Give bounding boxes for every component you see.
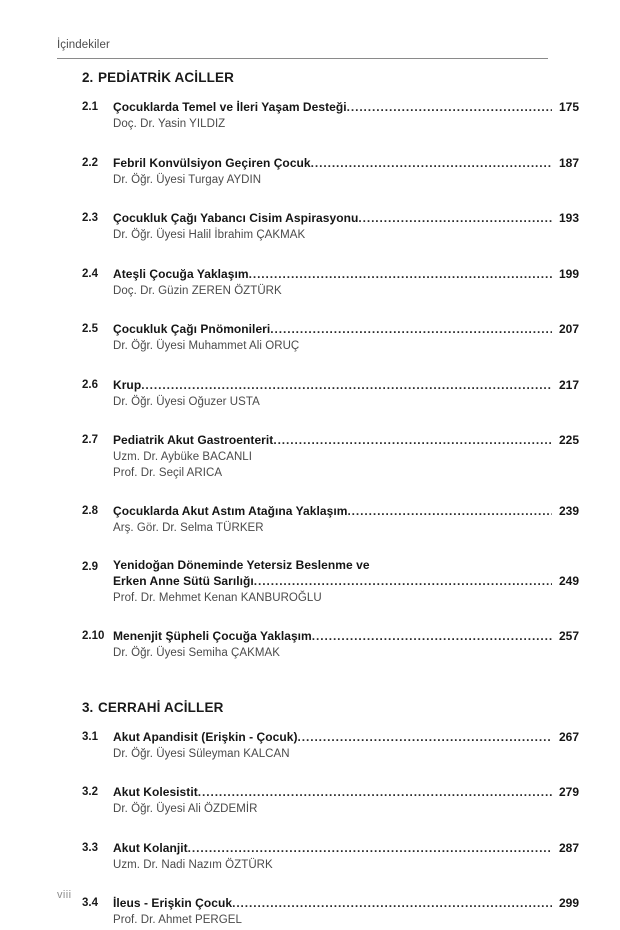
toc-entry-number: 2.1 — [82, 101, 98, 113]
toc-entry-page-number: 187 — [558, 155, 579, 170]
toc-part-heading[interactable] — [0, 700, 620, 715]
toc-entry-page-number: 257 — [558, 629, 579, 643]
toc-entry-title: Febril Konvülsiyon Geçiren Çocuk — [113, 155, 311, 170]
toc-entry-authors — [113, 858, 620, 874]
toc-entry-title-row — [113, 209, 579, 227]
toc-entry-body — [113, 502, 620, 537]
dot-leader — [270, 320, 552, 338]
toc-part-heading[interactable] — [0, 70, 620, 85]
toc-entry-authors — [113, 284, 620, 300]
toc-entry-author: Dr. Öğr. Üyesi Muhammet Ali ORUÇ — [113, 340, 300, 352]
dot-leader — [141, 376, 552, 394]
dot-leader — [188, 839, 552, 857]
toc-entry-authors — [113, 521, 620, 537]
toc-entry-author: Dr. Öğr. Üyesi Süleyman KALCAN — [113, 747, 290, 760]
toc-entry-body — [113, 265, 620, 300]
toc-entry-title: İleus - Erişkin Çocuk — [113, 896, 233, 910]
toc-entry-number: 2.5 — [82, 323, 98, 335]
toc-entry-authors — [113, 450, 620, 481]
toc-entry-number: 2.3 — [82, 212, 98, 224]
dot-leader — [249, 265, 552, 283]
toc-entry-page-number: 193 — [558, 211, 579, 225]
dot-leader — [347, 98, 552, 116]
toc-entry-body — [113, 154, 620, 189]
toc-entry-author: Uzm. Dr. Aybüke BACANLI — [113, 451, 252, 463]
toc-entry-author: Doç. Dr. Güzin ZEREN ÖZTÜRK — [113, 284, 282, 297]
toc-entry-number: 2.6 — [82, 378, 98, 391]
toc-part-number: 2. — [82, 70, 94, 85]
toc-entry-body — [113, 783, 620, 818]
toc-entry-title: Çocukluk Çağı Pnömonileri — [113, 322, 271, 336]
toc-entry-title-row — [113, 265, 579, 283]
toc-entry[interactable] — [0, 98, 620, 133]
toc-entry[interactable] — [0, 558, 620, 607]
toc-entry-number: 2.8 — [82, 505, 98, 517]
toc-entry-body — [113, 209, 620, 244]
toc-entry-number: 3.4 — [82, 897, 98, 909]
toc-part-title: CERRAHİ ACİLLER — [98, 699, 224, 715]
toc-entry-number: 3.2 — [82, 786, 98, 798]
toc-entry-page-number: 175 — [558, 100, 579, 114]
toc-entry-page-number: 199 — [558, 266, 579, 281]
toc-entry[interactable] — [0, 376, 620, 411]
toc-part-title: PEDİATRİK ACİLLER — [98, 70, 235, 85]
table-of-contents — [0, 70, 620, 930]
toc-entry-title: Krup — [113, 377, 142, 392]
toc-entry-body — [113, 98, 620, 133]
toc-entry-title-row — [113, 728, 579, 746]
toc-entry[interactable] — [0, 783, 620, 818]
toc-entry-body — [113, 728, 620, 763]
toc-entry-body — [113, 627, 620, 662]
toc-entry-title-line-1: Yenidoğan Döneminde Yetersiz Beslenme ve — [113, 557, 370, 572]
toc-entry-title: Çocukluk Çağı Yabancı Cisim Aspirasyonu — [113, 211, 359, 225]
toc-entry-title: Ateşli Çocuğa Yaklaşım — [113, 266, 249, 281]
toc-entry-page-number: 239 — [558, 504, 579, 518]
toc-part-number: 3. — [82, 699, 94, 715]
toc-entry-number: 2.7 — [82, 434, 98, 446]
toc-entry-title-row — [113, 431, 579, 449]
toc-entry-author: Prof. Dr. Seçil ARICA — [113, 466, 223, 479]
toc-entry-page-number: 225 — [558, 433, 579, 447]
toc-entry-author: Dr. Öğr. Üyesi Halil İbrahim ÇAKMAK — [113, 229, 306, 241]
toc-entry-page-number: 279 — [558, 785, 579, 799]
toc-entry-title: Akut Kolesistit — [113, 785, 198, 799]
toc-entry-author: Doç. Dr. Yasin YILDIZ — [113, 118, 226, 130]
dot-leader — [347, 502, 552, 520]
toc-entry-title: Akut Kolanjit — [113, 840, 188, 855]
toc-entry-body — [113, 894, 620, 929]
toc-entry-author: Prof. Dr. Ahmet PERGEL — [113, 914, 242, 926]
toc-entry-author: Uzm. Dr. Nadi Nazım ÖZTÜRK — [113, 858, 273, 871]
toc-entry[interactable] — [0, 265, 620, 300]
toc-entry-title-row — [113, 376, 579, 394]
toc-entry[interactable] — [0, 894, 620, 929]
toc-entry-author: Arş. Gör. Dr. Selma TÜRKER — [113, 522, 264, 534]
toc-entry-page-number: 249 — [558, 573, 579, 588]
toc-entry-title-row — [113, 502, 579, 520]
toc-entry[interactable] — [0, 728, 620, 763]
toc-entry-authors — [113, 591, 620, 607]
toc-entry-number: 2.10 — [82, 630, 105, 642]
toc-entry[interactable] — [0, 209, 620, 244]
dot-leader — [232, 894, 552, 912]
toc-entry[interactable] — [0, 627, 620, 662]
dot-leader — [254, 572, 552, 590]
toc-entry-authors — [113, 747, 620, 763]
toc-entry-title: Pediatrik Akut Gastroenterit — [113, 433, 274, 447]
toc-entry-number: 2.9 — [82, 560, 98, 573]
toc-entry-page-number: 287 — [558, 840, 579, 855]
toc-entry-author: Dr. Öğr. Üyesi Oğuzer USTA — [113, 395, 260, 408]
dot-leader — [311, 154, 552, 172]
toc-entry-title-row — [113, 154, 579, 172]
toc-entry-body — [113, 320, 620, 355]
toc-entry-author: Dr. Öğr. Üyesi Ali ÖZDEMİR — [113, 803, 258, 815]
toc-entry-author: Dr. Öğr. Üyesi Semiha ÇAKMAK — [113, 647, 280, 659]
toc-entry-body — [113, 839, 620, 874]
toc-entry-title: Çocuklarda Akut Astım Atağına Yaklaşım — [113, 504, 348, 518]
dot-leader — [358, 209, 552, 227]
header-divider — [57, 58, 548, 59]
toc-entry[interactable] — [0, 320, 620, 355]
toc-entry-title: Akut Apandisit (Erişkin - Çocuk) — [113, 729, 298, 744]
toc-entry-title-row — [113, 783, 579, 801]
toc-entry-page-number: 267 — [558, 729, 579, 744]
toc-entry-author: Prof. Dr. Mehmet Kenan KANBUROĞLU — [113, 591, 322, 604]
toc-entry[interactable] — [0, 431, 620, 481]
toc-entry-authors — [113, 646, 620, 662]
page-number-folio: viii — [57, 889, 72, 901]
toc-entry[interactable] — [0, 154, 620, 189]
running-head — [57, 38, 548, 52]
toc-entry-body — [113, 431, 620, 481]
toc-entry-title-row — [113, 839, 579, 857]
toc-part-section — [0, 700, 620, 929]
toc-entry-authors — [113, 395, 620, 411]
toc-part-section — [0, 70, 620, 662]
toc-entry-title-row — [113, 627, 579, 645]
toc-entry-body — [113, 376, 620, 411]
toc-entry-title-row — [113, 98, 579, 116]
toc-entry-body — [113, 558, 620, 607]
toc-entry-page-number: 207 — [558, 322, 579, 336]
toc-entry-authors — [113, 913, 620, 929]
toc-entry-title: Menenjit Şüpheli Çocuğa Yaklaşım — [113, 629, 312, 643]
toc-entry-number: 2.4 — [82, 267, 98, 280]
dot-leader — [273, 431, 552, 449]
dot-leader — [198, 783, 552, 801]
toc-entry-page-number: 299 — [558, 896, 579, 910]
toc-entry-authors — [113, 173, 620, 189]
toc-entry-title-row — [113, 894, 579, 912]
toc-entry-title-row — [113, 320, 579, 338]
toc-entry-authors — [113, 117, 620, 133]
toc-entry-title: Erken Anne Sütü Sarılığı — [113, 573, 254, 588]
toc-entry-page-number: 217 — [558, 377, 579, 392]
toc-entry[interactable] — [0, 502, 620, 537]
toc-entry-number: 3.1 — [82, 730, 98, 743]
toc-entry-authors — [113, 802, 620, 818]
toc-entry-title-row — [113, 572, 579, 590]
toc-entry-title: Çocuklarda Temel ve İleri Yaşam Desteği — [113, 100, 347, 114]
toc-entry-number: 3.3 — [82, 841, 98, 854]
toc-entry-authors — [113, 339, 620, 355]
toc-entry-author: Dr. Öğr. Üyesi Turgay AYDIN — [113, 173, 262, 186]
dot-leader — [312, 627, 552, 645]
running-head-label: İçindekiler — [57, 39, 110, 51]
toc-entry[interactable] — [0, 839, 620, 874]
toc-entry-number: 2.2 — [82, 156, 98, 169]
toc-entry-authors — [113, 228, 620, 244]
dot-leader — [298, 728, 552, 746]
